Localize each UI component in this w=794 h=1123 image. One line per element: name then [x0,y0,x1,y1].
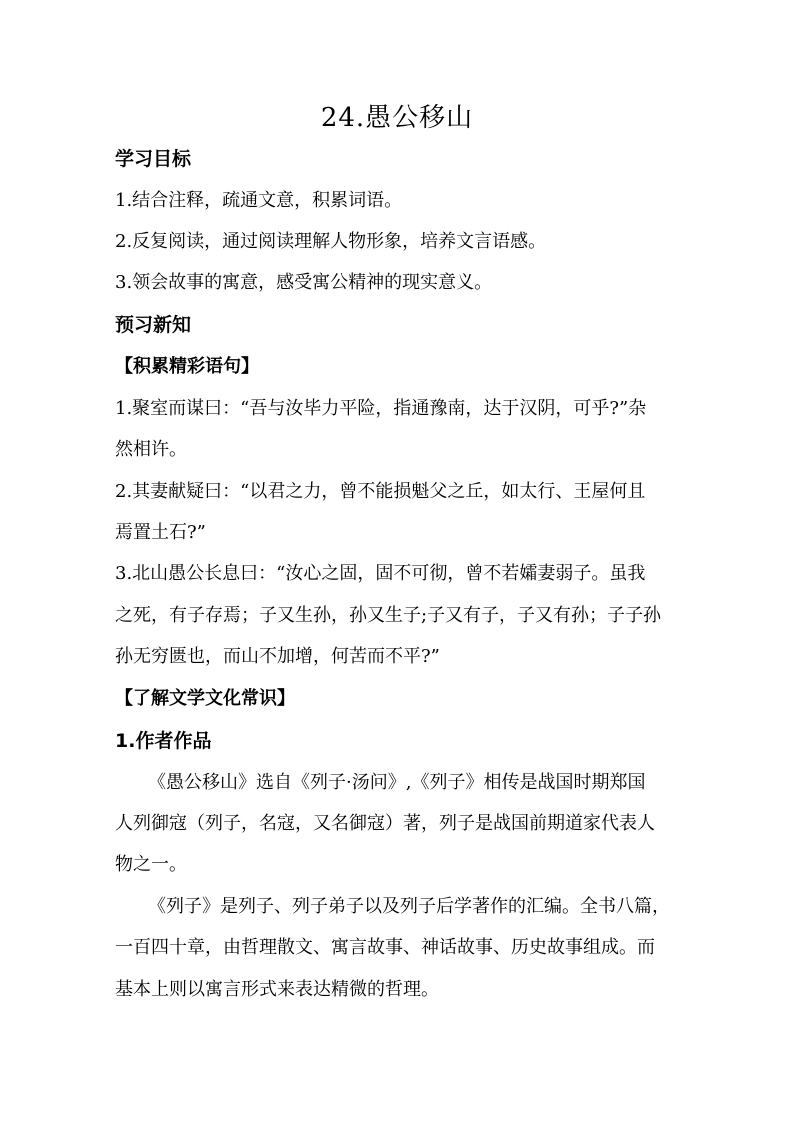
paragraph-line: 人列御寇（列子，名寇，又名御寇）著，列子是战国前期道家代表人 [115,813,655,834]
paragraph-line: 一百四十章，由哲理散文、寓言故事、神话故事、历史故事组成。而 [115,937,655,958]
paragraph-line: 物之一。 [115,854,187,875]
objective-item-1: 1.结合注释，疏通文意，积累词语。 [115,190,403,211]
objective-item-3: 3.领会故事的寓意，感受寓公精神的现实意义。 [115,272,493,293]
preview-heading: 预习新知 [115,314,192,336]
paragraph-line: 基本上则以寓言形式来表达精微的哲理。 [115,979,439,1000]
page-title: 24.愚公移山 [320,103,474,133]
quote-line: 然相许。 [115,439,187,460]
paragraph-line: 《愚公移山》选自《列子·汤问》,《列子》相传是战国时期郑国 [148,772,646,793]
culture-heading: 【了解文学文化常识】 [115,688,295,709]
quote-line: 焉置土石?” [115,522,206,543]
quote-line: 2.其妻献疑曰：“以君之力，曾不能损魁父之丘，如太行、王屋何且 [115,481,646,502]
quote-line: 3.北山愚公长息曰：“汝心之固，固不可彻，曾不若孀妻弱子。虽我 [115,563,646,584]
objective-item-2: 2.反复阅读，通过阅读理解人物形象，培养文言语感。 [115,231,547,252]
objectives-heading: 学习目标 [115,148,192,170]
author-heading: 1.作者作品 [115,730,212,752]
quotes-heading: 【积累精彩语句】 [115,356,259,377]
quote-line: 孙无穷匮也，而山不加增，何苦而不平?” [115,646,440,667]
paragraph-line: 《列子》是列子、列子弟子以及列子后学著作的汇编。全书八篇， [148,896,670,917]
quote-line: 之死，有子存焉；子又生孙，孙又生子;子又有子，子又有孙；子子孙 [115,605,662,626]
quote-line: 1.聚室而谋曰：“吾与汝毕力平险，指通豫南，达于汉阴，可乎?”杂 [115,398,647,419]
